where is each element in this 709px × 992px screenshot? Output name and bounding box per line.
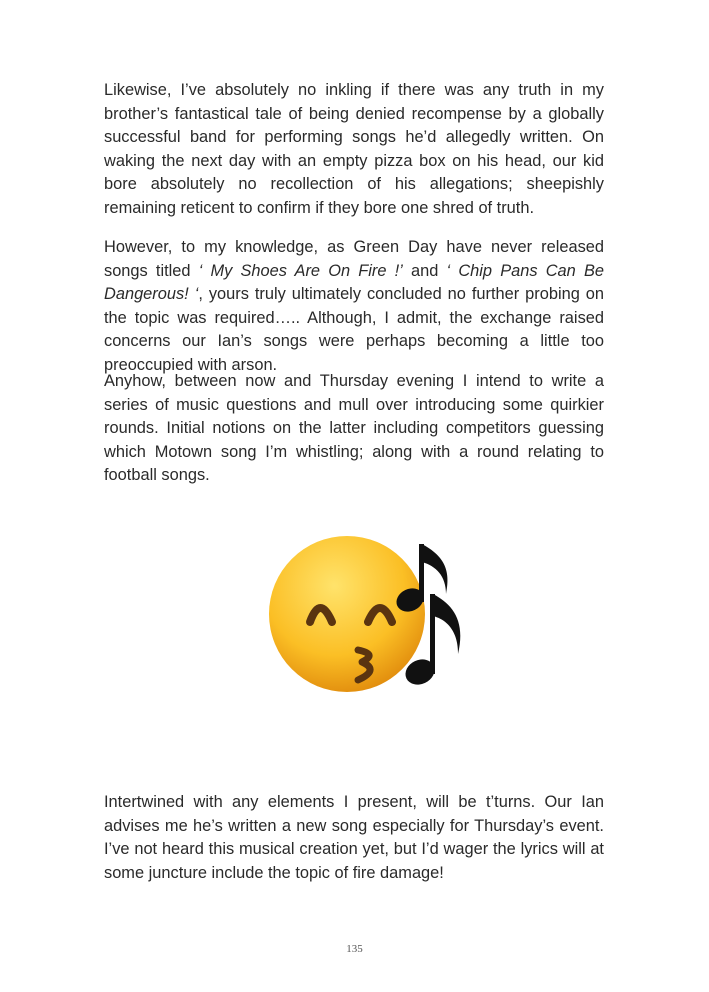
paragraph-2-tail: , yours truly ultimately concluded no further probing on the topic was required….. Although, I admit, the exchange raised concerns our Ian’s songs were perhaps becoming a little too preoccupied with arson. <box>104 285 605 374</box>
paragraph-1: Likewise, I’ve absolutely no inkling if there was any truth in my brother’s fantastical tale of being denied recompense by a globally successful band for performing songs he’d allegedly written. On waking the next day with an empty pizza box on his head, our kid bore absolutely no recollection of his allegations; sheepishly remaining reticent to confirm if they bore one shred of truth. <box>104 81 604 217</box>
paragraph-2 <box>104 236 604 378</box>
song-title-1: ‘ My Shoes Are On Fire !’ <box>198 261 403 280</box>
kissing-face-with-music-notes-icon <box>262 536 482 696</box>
paragraph-4: Intertwined with any elements I present, will be t’turns. Our Ian advises me he’s written a new song especially for Thursday’s event. I’ve not heard this musical creation yet, but I’d wager the lyrics will at some juncture include the topic of fire damage! <box>104 793 604 882</box>
paragraph-3: Anyhow, between now and Thursday evening I intend to write a series of music questions and mull over introducing some quirkier rounds. Initial notions on the latter including competitors guessing which Motown song I’m whistling; along with a round relating to football songs. <box>104 372 604 485</box>
face-icon <box>269 536 425 692</box>
song-title-2: ‘ Chip Pans Can Be Dangerous! ‘ <box>104 261 604 304</box>
paragraph-2-lead: However, to my knowledge, as Green Day have never released songs titled <box>104 238 604 280</box>
paragraph-2-mid: and <box>402 261 447 280</box>
page-number: 135 <box>346 943 363 955</box>
